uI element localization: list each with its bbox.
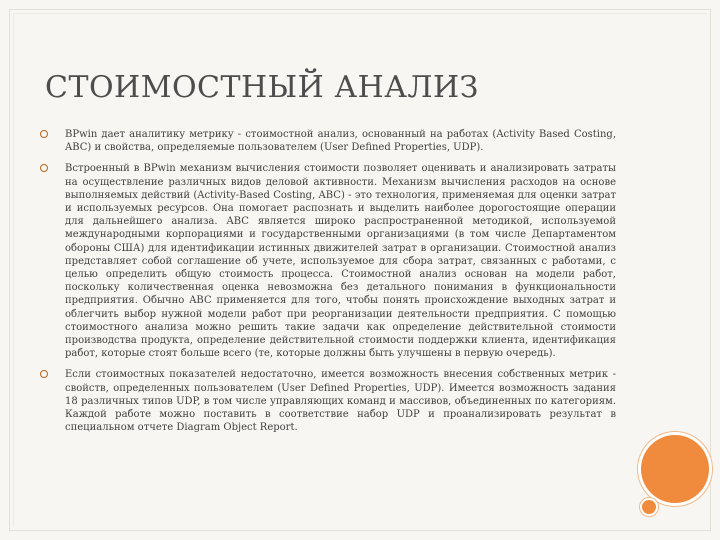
ring-bullet-icon — [40, 130, 48, 138]
decorative-rule-top — [13, 13, 707, 14]
decorative-rule-left — [13, 13, 14, 527]
ring-bullet-icon — [40, 370, 48, 378]
bullet-text: BPwin дает аналитику метрику - стоимостной анализ, основанный на работах (Activity Based Costing, ABC) и свойства, определяемые пользователем (User Defined Properties, UDP). — [65, 129, 616, 154]
bullet-item — [40, 128, 616, 154]
ring-bullet-icon — [40, 164, 48, 172]
bullet-item — [40, 368, 616, 434]
decorative-circle-small — [642, 500, 656, 514]
bullet-item — [40, 162, 616, 360]
bullet-text: Встроенный в BPwin механизм вычисления стоимости позволяет оценивать и анализировать затраты на осуществление различных видов деловой активности. Механизм вычисления расходов на основе выполняемых действий (Activity-Based Costing, ABC) - это технология, применяемая для оценки затрат и используемых ресурсов. Она помогает распознать и выделить наиболее дорогостоящие операции для дальнейшего анализа. ABC является широко распространенной методикой, используемой международными корпорациями и государственными организациями (в том числе Департаментом обороны США) для идентификации истинных движителей затрат в организации. Стоимостной анализ представляет собой соглашение об учете, используемое для сбора затрат, связанных с работами, с целью определить общую стоимость процесса. Стоимостной анализ основан на модели работ, поскольку количественная оценка невозможна без детального понимания в функциональности предприятия. Обычно ABC применяется для того, чтобы понять происхождение выходных затрат и облегчить выбор нужной модели работ при реорганизации деятельности предприятия. С помощью стоимостного анализа можно решить такие задачи как определение действительной стоимости производства продукта, определение действительной стоимости поддержки клиента, идентификация работ, которые стоят больше всего (те, которые должны быть улучшены в первую очередь). — [65, 163, 616, 360]
bullet-list — [40, 128, 616, 442]
slide-title: СТОИМОСТНЫЙ АНАЛИЗ — [45, 70, 479, 105]
bullet-text: Если стоимостных показателей недостаточно, имеется возможность внесения собственных метрик - свойств, определенных пользователем (User Defined Properties, UDP). Имеется возможность задания 18 различных типов UDP, в том числе управляющих команд и массивов, объединенных по категориям. Каждой работе можно поставить в соответствие набор UDP и проанализировать результат в специальном отчете Diagram Object Report. — [65, 369, 616, 434]
decorative-circle-large — [641, 435, 709, 503]
